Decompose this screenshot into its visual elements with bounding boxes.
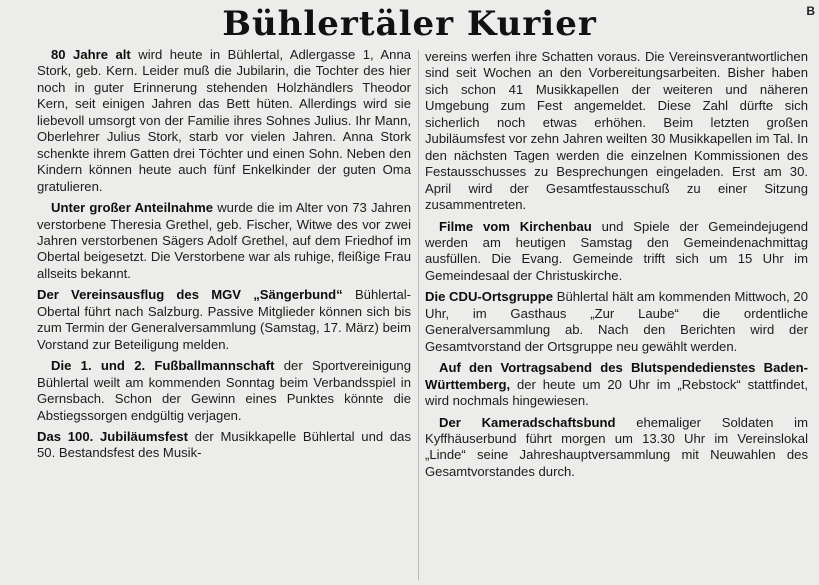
article-body: der Musikkapelle Bühlertal und das 50. Bestandsfest des Musik-: [37, 428, 411, 461]
article-lead: Die CDU-Ortsgruppe: [425, 289, 554, 305]
article-anteilnahme: [37, 200, 411, 282]
article-lead: Auf den Vortragsabend des Blutspendedienstes Baden-Württemberg,: [425, 360, 808, 392]
article-body: ehemaliger Soldaten im Kyffhäuserbund führt morgen um 13.30 Uhr im Vereinslokal „Linde“ seine Jahreshauptversammlung mit Neuwahlen des Gesamtvorstandes durch.: [425, 414, 808, 479]
article-blutspende: [425, 360, 808, 409]
masthead-edge-mark: B: [806, 4, 815, 18]
article-kameradschaft: [425, 415, 808, 481]
article-body: Bühlertal-Obertal führt nach Salzburg. Passive Mitglieder können sich bis zum Termin der Generalversammlung (Samstag, 17. März) beim Vorstand zur Beteiligung melden.: [37, 287, 411, 352]
article-lead: Filme vom Kirchenbau: [439, 218, 592, 234]
article-body: der Sportvereinigung Bühlertal weilt am kommenden Sonntag beim Verbandsspiel in Gernsbach. Schon der Gewinn eines Punktes könnte die Abstiegssorgen endgültig verjagen.: [37, 358, 411, 423]
article-fussball: [37, 358, 411, 424]
article-lead: 80 Jahre alt: [51, 47, 131, 62]
masthead-title: Bühlertäler Kurier: [222, 4, 597, 44]
column-rule: [418, 50, 419, 580]
article-lead: Das 100. Jubiläumsfest: [37, 428, 189, 444]
article-body: und Spiele der Gemeindejugend werden am heutigen Samstag den Gemeindenachmittag ausfüllen. Die Evang. Gemeinde trifft sich um 15 Uhr im Gemeindesaal der Christuskirche.: [425, 218, 808, 283]
article-vereinsausflug: [37, 287, 411, 353]
article-body: der heute um 20 Uhr im „Rebstock“ stattfindet, wird nochmals hingewiesen.: [425, 376, 808, 409]
right-column: [425, 49, 808, 585]
article-80-jahre: [37, 47, 411, 195]
article-lead: Die 1. und 2. Fußballmannschaft: [51, 358, 275, 374]
article-body: wird heute in Bühlertal, Adlergasse 1, Anna Stork, geb. Kern. Leider muß die Jubilarin, die Tochter des hier noch in guter Erinnerung stehenden Holzhändlers Theodor Kern, seit einigen Jahren das Bett hüten. Allerdings wird sie liebevoll umsorgt von der Familie ihres Sohnes Julius. Ihr Mann, Oberlehrer Julius Stork, starb vor vielen Jahren. Anna Stork schenkte ihrem Gatten drei Töchter und einen Sohn. Neben den Kindern können heute auch fünf Enkelkinder der guten Oma gratulieren.: [37, 47, 411, 194]
left-column: [37, 47, 411, 583]
article-lead: Der Kameradschaftsbund: [439, 414, 616, 430]
article-lead: Unter großer Anteilnahme: [51, 200, 214, 216]
article-filme: [425, 219, 808, 285]
article-cdu: [425, 289, 808, 355]
article-jubilaeumsfest-cont: [425, 49, 808, 214]
article-jubilaeumsfest: [37, 429, 411, 462]
article-body: Bühlertal hält am kommenden Mittwoch, 20 Uhr, im Gasthaus „Zur Laube“ die ordentliche Generalversammlung ab. Nach den Berichten wird der Gesamtvorstand der Ortsgruppe neu gewählt werden.: [425, 289, 808, 354]
article-body: vereins werfen ihre Schatten voraus. Die Vereinsverantwortlichen sind seit Wochen an den Vorbereitungsarbeiten. Bisher haben sich schon 41 Musikkapellen der weiteren und näheren Umgebung zum Fest angemeldet. Diese Zahl dürfte sich sicherlich noch etwas erhöhen. Beim letzten großen Jubiläumsfest vor zehn Jahren weilten 30 Musikkapellen im Tal. In den nächsten Tagen werden die einzelnen Kommissionen des Festausschusses zu Besprechungen eingeladen. Erst am 30. April wird der Gesamtfestausschuß zu einer Sitzung zusammentreten.: [425, 49, 808, 213]
article-lead: Der Vereinsausflug des MGV „Sängerbund“: [37, 287, 343, 303]
article-body: wurde die im Alter von 73 Jahren verstorbene Theresia Grethel, geb. Fischer, Witwe des vor zwei Jahren verstorbenen Sägers Adolf Grethel, auf dem Friedhof im Obertal beigesetzt. Die Verstorbene war als ruhige, fleißige Frau allseits bekannt.: [37, 200, 411, 281]
